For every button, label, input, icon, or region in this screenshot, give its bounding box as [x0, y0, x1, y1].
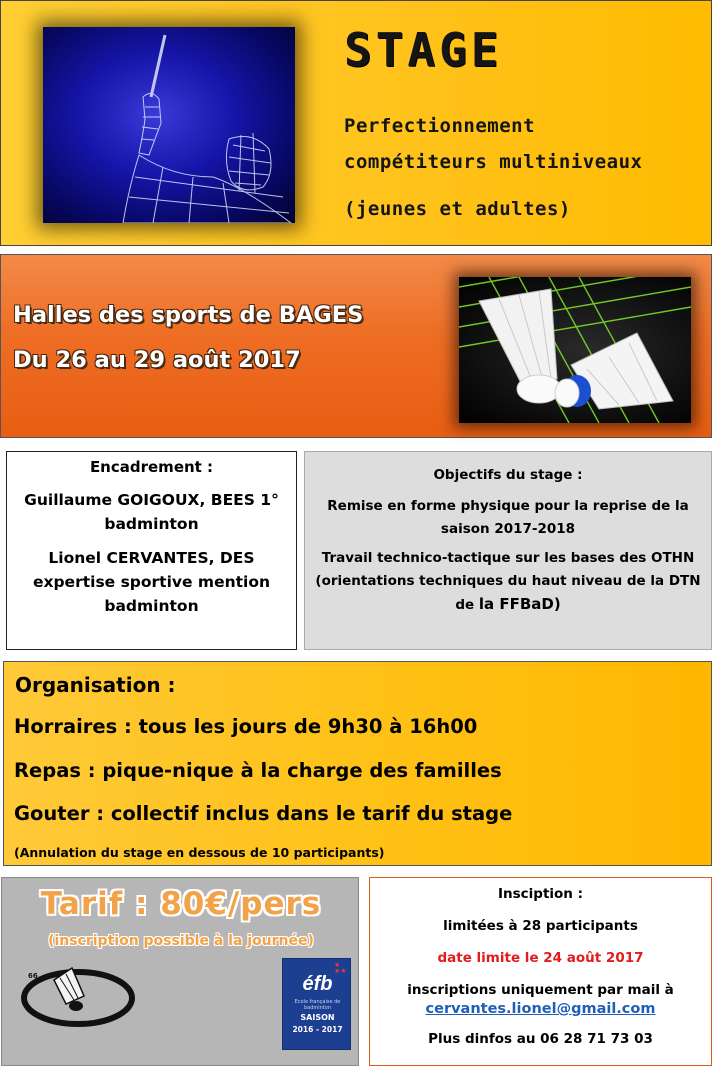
- objectives-heading: Objectifs du stage :: [433, 467, 583, 483]
- objective-2: [305, 547, 711, 617]
- objective-2-ffbad: la FFBaD): [478, 595, 561, 613]
- shuttlecock-illustration: [459, 277, 691, 423]
- wireframe-player-illustration: [43, 27, 295, 223]
- price-title: Tarif : 80€/pers: [40, 886, 322, 922]
- organisation-hours: Horraires : tous les jours de 9h30 à 16h00: [14, 715, 478, 738]
- stage-title: STAGE: [344, 23, 503, 77]
- price-panel: [1, 877, 359, 1066]
- registration-deadline: date limite le 24 août 2017: [437, 950, 644, 966]
- efb-stars-icon: ★ ★★: [334, 961, 347, 975]
- efb-small-text: Ecole française de badminton: [294, 999, 341, 1011]
- organisation-title: Organisation :: [15, 673, 176, 697]
- organisation-snack: Gouter : collectif inclus dans le tarif du stage: [14, 802, 513, 825]
- organisation-cancellation-note: (Annulation du stage en dessous de 10 participants): [14, 845, 385, 860]
- registration-email-link[interactable]: cervantes.lionel@gmail.com: [425, 1001, 656, 1017]
- club-number: 66: [28, 972, 38, 980]
- subtitle-line-1: Perfectionnement: [344, 115, 536, 137]
- efb-mark: éfb: [302, 973, 333, 995]
- staff-heading: Encadrement :: [89, 458, 214, 476]
- organisation-panel: [3, 661, 712, 866]
- venue-place: Halles des sports de BAGES: [13, 302, 364, 328]
- objective-2-text: Travail technico-tactique sur les bases des OTHN (orientations techniques du haut niveau de la DTN de: [315, 550, 701, 613]
- staff-panel: [6, 451, 297, 650]
- staff-person-1: Guillaume GOIGOUX, BEES 1° badminton: [24, 491, 279, 533]
- bages-badminton-logo: [20, 962, 140, 1028]
- club-logo-graphic: [20, 962, 140, 1028]
- registration-phone-info: Plus dinfos au 06 28 71 73 03: [428, 1031, 653, 1047]
- efb-season-label: SAISON: [300, 1013, 335, 1022]
- wireframe-player-image: [43, 27, 295, 223]
- organisation-meals: Repas : pique-nique à la charge des familles: [14, 759, 502, 782]
- price-note: (inscription possible à la journée): [48, 933, 314, 949]
- registration-title: Insciption :: [497, 886, 584, 902]
- registration-email-note: inscriptions uniquement par mail à: [407, 982, 674, 998]
- objectives-panel: [304, 451, 712, 650]
- shuttlecock-image: [459, 277, 691, 423]
- efb-season-years: 2016 - 2017: [292, 1025, 343, 1034]
- registration-limit: limitées à 28 participants: [443, 918, 638, 934]
- registration-panel: [369, 877, 712, 1066]
- subtitle-line-3: (jeunes et adultes): [344, 198, 571, 220]
- subtitle-line-2: compétiteurs multiniveaux: [344, 151, 643, 173]
- objective-1: Remise en forme physique pour la reprise de la saison 2017-2018: [327, 498, 689, 537]
- staff-person-2: Lionel CERVANTES, DES expertise sportive mention badminton: [32, 549, 271, 615]
- venue-banner: [0, 254, 712, 438]
- stage-title-banner: [0, 0, 712, 246]
- efb-logo: [282, 958, 351, 1050]
- venue-dates: Du 26 au 29 août 2017: [13, 347, 301, 373]
